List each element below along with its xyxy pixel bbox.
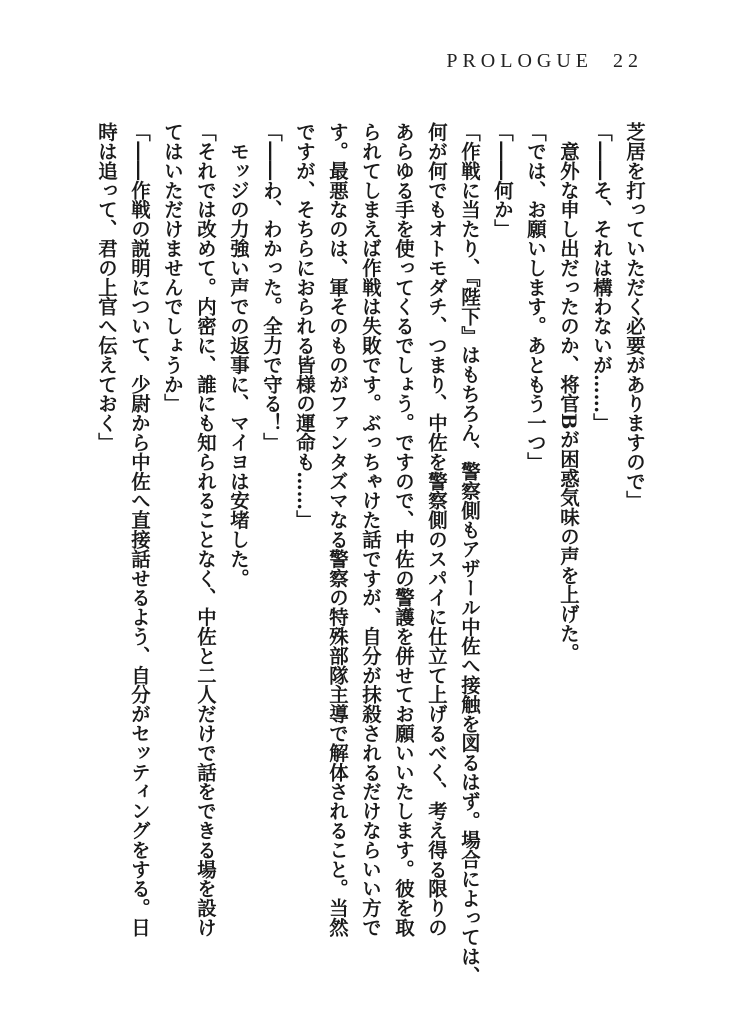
text-line: 「――そ、それは構わないが……」 bbox=[590, 122, 613, 433]
text-line: 意外な申し出だったのか、将官Bが困惑気味の声を上げた。 bbox=[557, 122, 580, 663]
page-header bbox=[446, 50, 643, 73]
text-line: 時は追って、君の上官へ伝えておく」 bbox=[95, 122, 118, 452]
text-line: モッジの力強い声での返事に、マイヨは安堵した。 bbox=[227, 122, 250, 588]
page-number: 22 bbox=[613, 50, 643, 72]
section-title: PROLOGUE bbox=[446, 50, 593, 72]
text-line: られてしまえば作戦は失敗です。ぶっちゃけた話ですが、自分が抹殺されるだけならいい方で bbox=[359, 122, 382, 937]
text-line: 芝居を打っていただく必要がありますので」 bbox=[623, 122, 646, 510]
text-line: 「――何か」 bbox=[491, 122, 514, 239]
text-line: 「では、お願いします。あともう一つ」 bbox=[524, 122, 547, 472]
text-line: 何が何でもオトモダチ、つまり、中佐を警察側のスパイに仕立て上げるべく、考え得る限りの bbox=[425, 122, 448, 937]
text-line: 「――わ、わかった。全力で守る！」 bbox=[260, 122, 283, 452]
text-line: 「――作戦の説明について、少尉から中佐へ直接話せるよう、自分がセッティングをする。日 bbox=[128, 122, 151, 937]
text-line: 「作戦に当たり、『陛下』はもちろん、警察側もアザール中佐へ接触を図るはず。場合によっては、 bbox=[458, 122, 481, 986]
text-line: てはいただけませんでしょうか」 bbox=[161, 122, 184, 413]
text-line: 「それでは改めて。内密に、誰にも知られることなく、中佐と二人だけで話をできる場を設け bbox=[194, 122, 217, 937]
text-line: ですが、そちらにおられる皆様の運命も……」 bbox=[293, 122, 316, 530]
text-line: あらゆる手を使ってくるでしょう。ですので、中佐の警護を併せてお願いいたします。彼を取 bbox=[392, 122, 415, 937]
text-line: す。最悪なのは、軍そのものがファンタズマなる警察の特殊部隊主導で解体されること。当然 bbox=[326, 122, 349, 937]
vertical-body-text bbox=[90, 122, 651, 986]
